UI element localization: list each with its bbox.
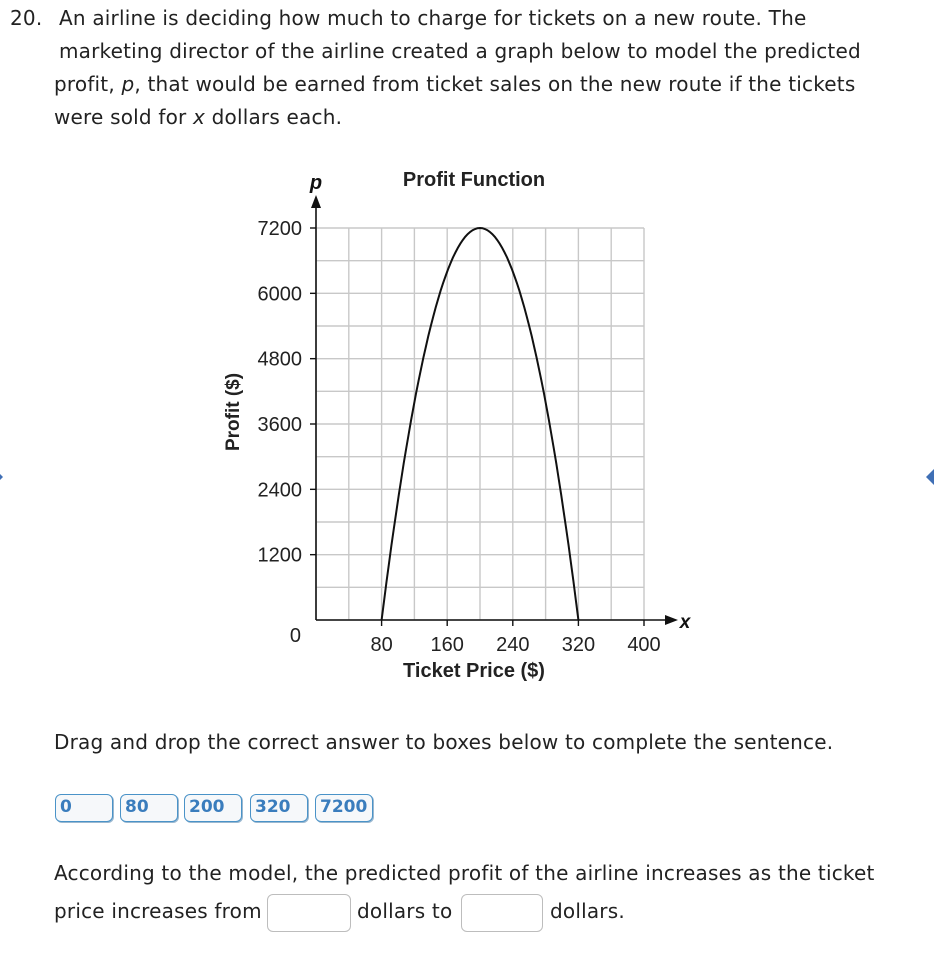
chart-title: Profit Function [402, 169, 546, 191]
sentence-line-1: According to the model, the predicted profit of the airline increases as the ticket [54, 861, 875, 885]
y-tick-label: 3600 [257, 414, 302, 436]
x-axis-arrowhead [665, 615, 678, 625]
variable-x: x [193, 105, 206, 129]
y-tick-label: 2400 [257, 479, 302, 502]
question-line-3 [54, 68, 855, 101]
profit-curve [382, 228, 579, 620]
y-tick-label: 1200 [257, 544, 302, 567]
x-axis-variable: x [679, 612, 691, 633]
previous-arrow-icon[interactable] [0, 466, 3, 488]
x-tick-label: 400 [627, 634, 661, 656]
drop-box-to[interactable] [461, 894, 543, 932]
question-line-1: An airline is deciding how much to charge for tickets on a new route. The [59, 6, 807, 30]
x-tick-label: 320 [561, 634, 596, 656]
question-number: 20. [10, 6, 43, 30]
answer-tile-7200[interactable]: 7200 [315, 794, 373, 822]
x-tick-label: 80 [370, 634, 393, 656]
question-line-4-end: dollars each. [205, 105, 343, 129]
sentence-part-4: dollars. [550, 899, 625, 923]
y-axis-arrowhead [311, 195, 321, 208]
y-tick-label: 7200 [257, 218, 302, 240]
drop-box-from[interactable] [267, 894, 351, 932]
next-arrow-icon[interactable] [926, 466, 934, 488]
variable-p: p [121, 72, 135, 96]
question-line-2: marketing director of the airline created a graph below to model the predicted [59, 39, 861, 63]
answer-tile-80[interactable]: 80 [120, 794, 178, 822]
y-axis-variable: p [309, 172, 323, 194]
answer-tile-200[interactable]: 200 [184, 794, 242, 822]
question-line-4-start: were sold for [54, 105, 194, 129]
origin-label: 0 [289, 625, 301, 647]
answer-tile-0[interactable]: 0 [55, 794, 113, 822]
y-axis-label: Profit ($) [223, 372, 244, 452]
y-tick-label: 4800 [257, 348, 302, 371]
question-line-3-start: profit, [54, 72, 122, 96]
answer-tile-320[interactable]: 320 [250, 794, 308, 822]
sentence-part-2: price increases from [54, 899, 262, 923]
y-tick-label: 6000 [257, 283, 302, 306]
x-tick-label: 240 [496, 634, 530, 656]
question-line-4 [54, 101, 342, 134]
chart-axes [311, 195, 678, 625]
question-line-3-end: , that would be earned from ticket sales on the new route if the tickets [134, 72, 856, 96]
chart-ticks [258, 218, 661, 656]
chart-grid [316, 228, 644, 620]
instruction-text: Drag and drop the correct answer to boxes below to complete the sentence. [54, 730, 834, 754]
x-tick-label: 160 [430, 634, 464, 656]
sentence-part-3: dollars to [357, 899, 453, 923]
x-axis-label: Ticket Price ($) [403, 660, 545, 682]
